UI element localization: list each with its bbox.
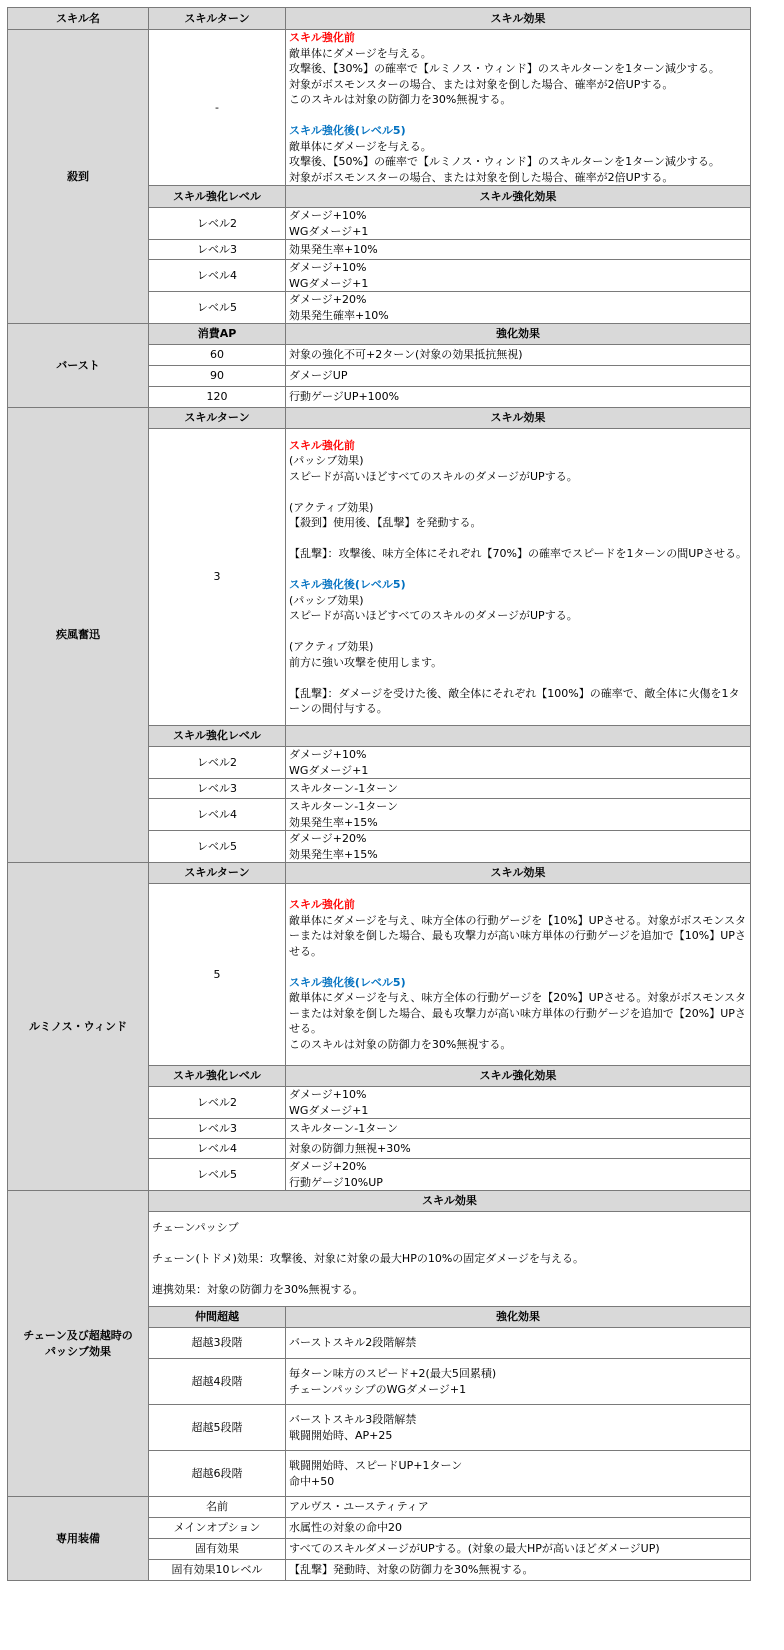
burst-header-effect: 強化効果 xyxy=(286,324,751,345)
level-label: レベル2 xyxy=(149,208,286,240)
level-effect xyxy=(286,1119,751,1139)
level-effect xyxy=(286,292,751,324)
level-label: レベル4 xyxy=(149,260,286,292)
level-label: レベル3 xyxy=(149,779,286,799)
effect-line: 戦闘開始時、スピードUP+1ターン xyxy=(289,1459,463,1472)
chain-sub-header-effect: 強化効果 xyxy=(286,1307,751,1328)
stage-label: 超越5段階 xyxy=(149,1405,286,1451)
level-effect xyxy=(286,779,751,799)
level-label: レベル2 xyxy=(149,1087,286,1119)
effect-line: このスキルは対象の防御力を30%無視する。 xyxy=(289,1037,512,1051)
effect-line: このスキルは対象の防御力を30%無視する。 xyxy=(289,93,512,106)
luminous-before-title: スキル強化前 xyxy=(289,898,355,911)
effect-line: 敵単体にダメージを与え、味方全体の行動ゲージを【20%】UPさせる。対象がボスモンスターまたは対象を倒した場合、最も攻撃力が高い味方単体の行動ゲージを追加で【20%】UPさせる。 xyxy=(289,991,747,1035)
level-effect xyxy=(286,1139,751,1159)
skill-name-equip: 専用装備 xyxy=(8,1497,149,1581)
effect-line: 対象の防御力無視+30% xyxy=(289,1141,411,1155)
skill-name-setsuto: 殺到 xyxy=(8,30,149,324)
effect-line: ダメージ+10% xyxy=(289,1088,367,1101)
effect-line: (アクティブ効果) xyxy=(289,640,374,653)
effect-line: ダメージ+10% xyxy=(289,209,367,222)
equip-label: メインオプション xyxy=(149,1518,286,1539)
level-label: レベル3 xyxy=(149,240,286,260)
effect-line: スピードが高いほどすべてのスキルのダメージがUPする。 xyxy=(289,469,578,483)
effect-line: 敵単体にダメージを与える。 xyxy=(289,139,432,153)
skill-name-shippu: 疾風奮迅 xyxy=(8,408,149,863)
chain-name-line1: チェーン及び超越時の xyxy=(23,1329,133,1342)
chain-sub-header-stage: 仲間超越 xyxy=(149,1307,286,1328)
level-effect xyxy=(286,1159,751,1191)
setsuto-before-title: スキル強化前 xyxy=(289,31,355,44)
effect-line: ダメージ+20% xyxy=(289,832,367,845)
shippu-turn: 3 xyxy=(149,429,286,726)
equip-value: 水属性の対象の命中20 xyxy=(286,1518,751,1539)
skill-name-luminous: ルミノス・ウィンド xyxy=(8,863,149,1191)
effect-line: スピードが高いほどすべてのスキルのダメージがUPする。 xyxy=(289,609,578,622)
level-effect xyxy=(286,260,751,292)
col-header-skill-effect: スキル効果 xyxy=(286,8,751,30)
burst-effect: 対象の強化不可+2ターン(対象の効果抵抗無視) xyxy=(286,345,751,366)
effect-line: 【乱撃】：ダメージを受けた後、敵全体にそれぞれ【100%】の確率で、敵全体に火傷を1ターンの間付与する。 xyxy=(289,686,740,715)
chain-name-line2: パッシブ効果 xyxy=(45,1344,111,1358)
chain-header-effect: スキル効果 xyxy=(149,1191,751,1212)
skill-name-burst: バースト xyxy=(8,324,149,408)
skill-name-chain xyxy=(8,1191,149,1497)
effect-line: 【殺到】使用後、【乱撃】を発動する。 xyxy=(289,516,482,529)
equip-label: 名前 xyxy=(149,1497,286,1518)
effect-line: ダメージ+20% xyxy=(289,293,367,306)
effect-line: 連携効果：対象の防御力を30%無視する。 xyxy=(152,1283,364,1297)
shippu-sub-header-effect xyxy=(286,726,751,747)
level-label: レベル5 xyxy=(149,1159,286,1191)
effect-line: (パッシブ効果) xyxy=(289,454,364,467)
stage-effect xyxy=(286,1359,751,1405)
burst-ap: 60 xyxy=(149,345,286,366)
level-label: レベル5 xyxy=(149,292,286,324)
effect-line: 効果発生率+15% xyxy=(289,815,378,829)
setsuto-effect xyxy=(286,30,751,186)
luminous-effect xyxy=(286,884,751,1066)
effect-line: WGダメージ+1 xyxy=(289,763,369,777)
effect-line: (アクティブ効果) xyxy=(289,500,374,514)
effect-line: ダメージ+20% xyxy=(289,1160,367,1173)
level-label: レベル5 xyxy=(149,831,286,863)
stage-effect xyxy=(286,1405,751,1451)
level-effect xyxy=(286,240,751,260)
setsuto-after-title: スキル強化後(レベル5) xyxy=(289,124,406,137)
effect-line: 効果発生率+10% xyxy=(289,242,378,256)
equip-value: アルヴス・ユースティティア xyxy=(286,1497,751,1518)
effect-line: スキルターン-1ターン xyxy=(289,781,398,795)
equip-label: 固有効果10レベル xyxy=(149,1560,286,1581)
effect-line: 対象がボスモンスターの場合、または対象を倒した場合、確率が2倍UPする。 xyxy=(289,170,674,184)
effect-line: 効果発生確率+10% xyxy=(289,308,389,322)
luminous-header-effect: スキル効果 xyxy=(286,863,751,884)
level-effect xyxy=(286,831,751,863)
burst-header-ap: 消費AP xyxy=(149,324,286,345)
shippu-after-title: スキル強化後(レベル5) xyxy=(289,578,406,591)
effect-line: 敵単体にダメージを与え、味方全体の行動ゲージを【10%】UPさせる。対象がボスモンスターまたは対象を倒した場合、最も攻撃力が高い味方単体の行動ゲージを追加で【10%】UPさせる。 xyxy=(289,913,747,958)
level-label: レベル2 xyxy=(149,747,286,779)
effect-line: 行動ゲージ10%UP xyxy=(289,1175,383,1189)
luminous-after-title: スキル強化後(レベル5) xyxy=(289,975,406,989)
effect-line: チェーン(トドメ)効果：攻撃後、対象に対象の最大HPの10%の固定ダメージを与える。 xyxy=(152,1252,585,1266)
stage-label: 超越3段階 xyxy=(149,1328,286,1359)
luminous-sub-header-level: スキル強化レベル xyxy=(149,1066,286,1087)
level-effect xyxy=(286,208,751,240)
effect-line: 効果発生率+15% xyxy=(289,847,378,861)
effect-line: ダメージ+10% xyxy=(289,748,367,761)
effect-line: 対象がボスモンスターの場合、または対象を倒した場合、確率が2倍UPする。 xyxy=(289,77,674,91)
equip-label: 固有効果 xyxy=(149,1539,286,1560)
burst-ap: 90 xyxy=(149,366,286,387)
level-label: レベル4 xyxy=(149,799,286,831)
setsuto-sub-header-effect: スキル強化効果 xyxy=(286,186,751,208)
stage-effect xyxy=(286,1328,751,1359)
chain-effect xyxy=(149,1212,751,1307)
effect-line: 毎ターン味方のスピード+2(最大5回累積) xyxy=(289,1367,497,1380)
effect-line: チェーンパッシブ xyxy=(152,1221,239,1235)
effect-line: 敵単体にダメージを与える。 xyxy=(289,46,432,60)
luminous-turn: 5 xyxy=(149,884,286,1066)
effect-line: ダメージ+10% xyxy=(289,261,367,274)
equip-value: 【乱撃】発動時、対象の防御力を30%無視する。 xyxy=(286,1560,751,1581)
level-effect xyxy=(286,799,751,831)
level-effect xyxy=(286,747,751,779)
shippu-effect xyxy=(286,429,751,726)
effect-line: 攻撃後、【50%】の確率で【ルミノス・ウィンド】のスキルターンを1ターン減少する。 xyxy=(289,155,720,168)
level-label: レベル4 xyxy=(149,1139,286,1159)
setsuto-sub-header-level: スキル強化レベル xyxy=(149,186,286,208)
effect-line: バーストスキル3段階解禁 xyxy=(289,1413,417,1426)
effect-line: WGダメージ+1 xyxy=(289,1103,369,1117)
shippu-sub-header-level: スキル強化レベル xyxy=(149,726,286,747)
effect-line: 命中+50 xyxy=(289,1474,335,1488)
burst-ap: 120 xyxy=(149,387,286,408)
shippu-header-turn: スキルターン xyxy=(149,408,286,429)
setsuto-turn: - xyxy=(149,30,286,186)
effect-line: WGダメージ+1 xyxy=(289,224,369,238)
stage-label: 超越4段階 xyxy=(149,1359,286,1405)
stage-label: 超越6段階 xyxy=(149,1451,286,1497)
effect-line: (パッシブ効果) xyxy=(289,593,364,607)
col-header-skill-turn: スキルターン xyxy=(149,8,286,30)
col-header-skill-name: スキル名 xyxy=(8,8,149,30)
effect-line: 前方に強い攻撃を使用します。 xyxy=(289,655,443,669)
effect-line: 攻撃後、【30%】の確率で【ルミノス・ウィンド】のスキルターンを1ターン減少する。 xyxy=(289,62,720,75)
stage-effect xyxy=(286,1451,751,1497)
effect-line: バーストスキル2段階解禁 xyxy=(289,1336,417,1350)
effect-line: WGダメージ+1 xyxy=(289,276,369,290)
effect-line: チェーンパッシブのWGダメージ+1 xyxy=(289,1382,467,1396)
effect-line: 戦闘開始時、AP+25 xyxy=(289,1428,393,1442)
skill-table xyxy=(7,7,751,1581)
effect-line: スキルターン-1ターン xyxy=(289,800,398,813)
burst-effect: 行動ゲージUP+100% xyxy=(286,387,751,408)
shippu-header-effect: スキル効果 xyxy=(286,408,751,429)
effect-line: スキルターン-1ターン xyxy=(289,1121,398,1135)
effect-line: 【乱撃】：攻撃後、味方全体にそれぞれ【70%】の確率でスピードを1ターンの間UPさせる。 xyxy=(289,547,747,560)
level-label: レベル3 xyxy=(149,1119,286,1139)
burst-effect: ダメージUP xyxy=(286,366,751,387)
shippu-before-title: スキル強化前 xyxy=(289,438,355,452)
level-effect xyxy=(286,1087,751,1119)
luminous-header-turn: スキルターン xyxy=(149,863,286,884)
equip-value: すべてのスキルダメージがUPする。(対象の最大HPが高いほどダメージUP) xyxy=(286,1539,751,1560)
luminous-sub-header-effect: スキル強化効果 xyxy=(286,1066,751,1087)
